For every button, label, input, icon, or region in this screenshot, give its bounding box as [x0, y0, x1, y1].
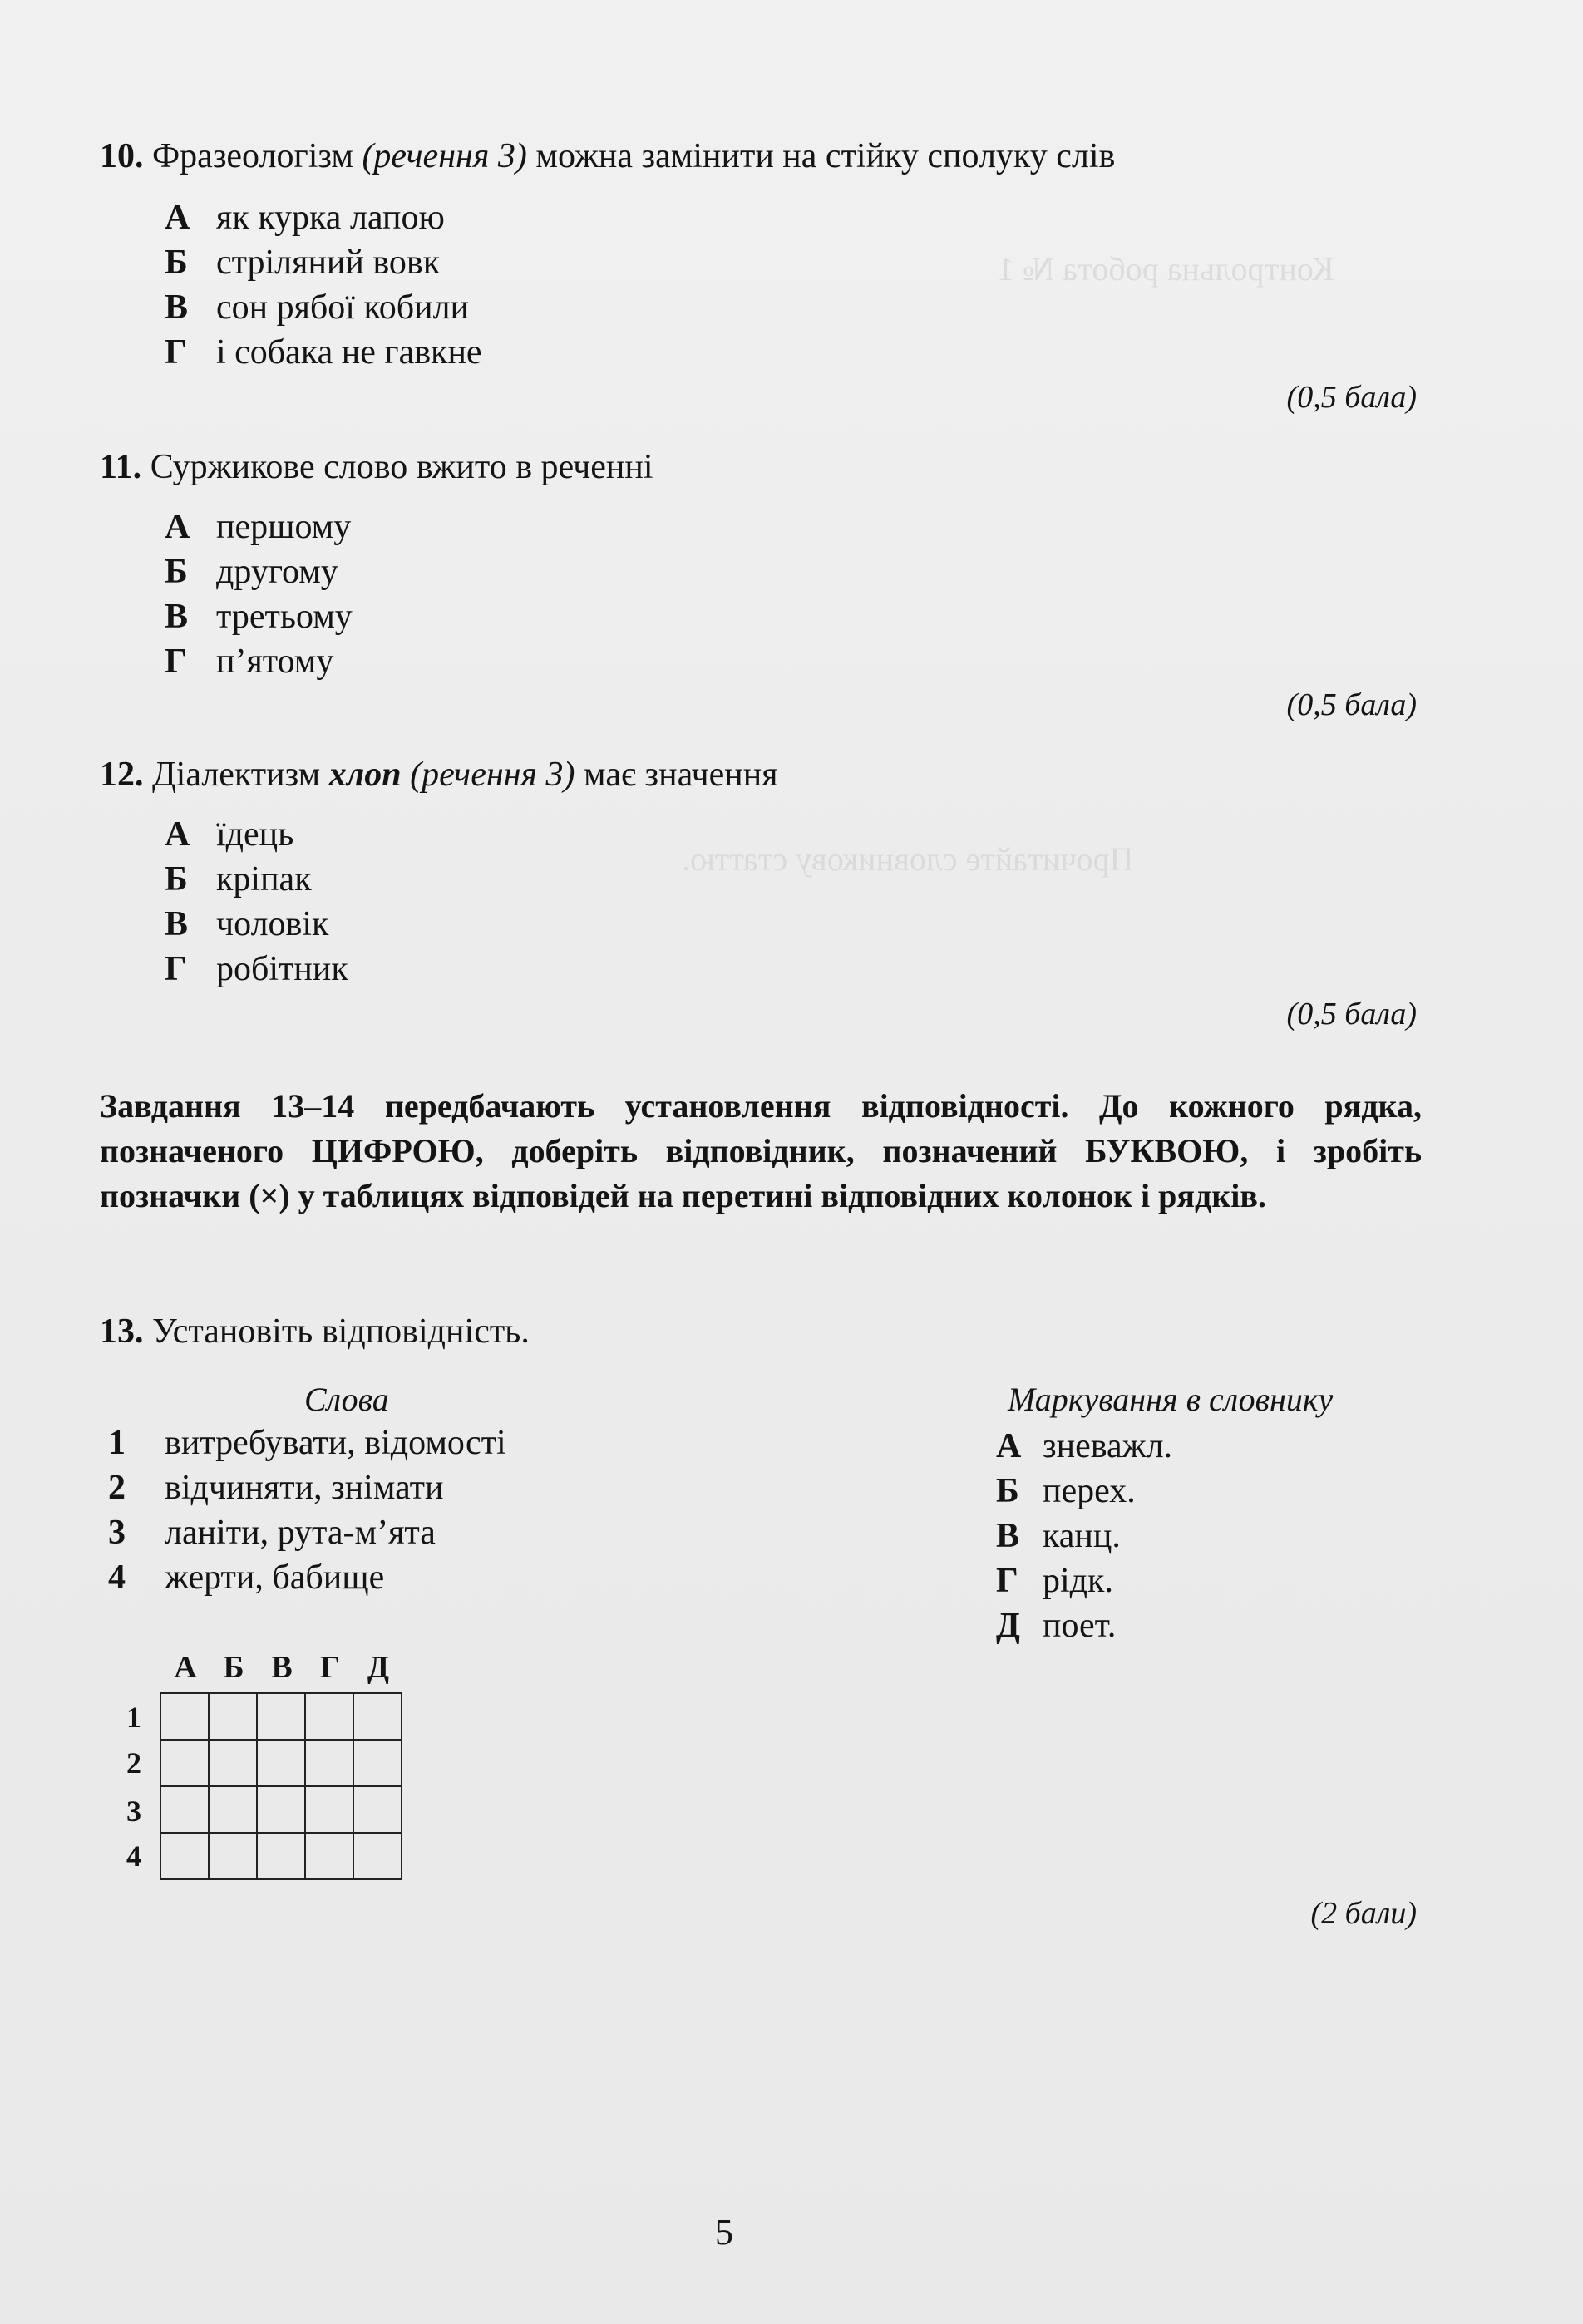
answer-cell[interactable]: [353, 1786, 402, 1833]
answer-cell[interactable]: [353, 1740, 402, 1786]
option-c: В сон рябої кобили: [165, 288, 470, 327]
answer-cell[interactable]: [257, 1833, 305, 1879]
answer-cell[interactable]: [160, 1740, 209, 1786]
answer-grid-column-letters: А Б В Г Д: [174, 1650, 390, 1685]
question-text: можна замінити на стійку сполуку слів: [526, 137, 1116, 175]
option-a: А першому: [165, 508, 352, 546]
match-right-item: Б перех.: [996, 1472, 1136, 1510]
option-c: В чоловік: [165, 905, 329, 943]
score: (0,5 бала): [1286, 997, 1417, 1032]
answer-cell[interactable]: [209, 1786, 257, 1833]
option-b: Б стріляний вовк: [165, 244, 441, 282]
question-text: Фразеологізм: [152, 137, 362, 175]
question-number: 10.: [100, 137, 144, 175]
instruction-block: Завдання 13–14 передбачають установлення відповідності. До кожного рядка, позначеного ЦИФРОЮ, доберіть відповідник, позначений БУКВОЮ, і зробіть позначки (×) у таблицях відповідей на перетині відповідних колонок і рядків.: [100, 1087, 1422, 1214]
question-number: 11.: [100, 448, 142, 486]
answer-cell[interactable]: [257, 1786, 305, 1833]
dialect-word: хлоп: [328, 756, 402, 794]
match-left-item: 2 відчиняти, знімати: [108, 1469, 444, 1507]
answer-cell[interactable]: [209, 1740, 257, 1786]
match-left-item: 1 витребувати, відомості: [108, 1424, 506, 1462]
option-b: Б другому: [165, 553, 338, 591]
answer-cell[interactable]: [160, 1693, 209, 1740]
question-text: Суржикове слово вжито в реченні: [150, 448, 653, 486]
right-column-header: Маркування в словнику: [1008, 1381, 1334, 1418]
answer-cell[interactable]: [257, 1740, 305, 1786]
answer-grid-row-number: 3: [126, 1795, 141, 1828]
answer-cell[interactable]: [257, 1693, 305, 1740]
answer-cell[interactable]: [209, 1693, 257, 1740]
question-text: Установіть відповідність.: [152, 1312, 530, 1351]
answer-cell[interactable]: [160, 1786, 209, 1833]
bleed-through-text: Контрольна робота № 1: [998, 250, 1334, 288]
option-a: А як курка лапою: [165, 199, 445, 237]
sentence-ref: (речення 3): [401, 756, 575, 794]
question-number: 13.: [100, 1312, 144, 1351]
match-left-item: 4 жерти, бабище: [108, 1558, 385, 1597]
left-column-header: Слова: [304, 1381, 389, 1418]
option-d: Г і собака не гавкне: [165, 333, 482, 372]
score: (2 бали): [1310, 1896, 1417, 1931]
question-12: [100, 753, 778, 796]
answer-grid-row-number: 2: [126, 1746, 141, 1780]
answer-cell[interactable]: [305, 1693, 353, 1740]
sentence-ref: (речення 3): [362, 137, 527, 175]
answer-cell[interactable]: [353, 1693, 402, 1740]
match-right-item: А зневажл.: [996, 1427, 1173, 1465]
bleed-through-text: Прочитайте словникову статтю.: [682, 840, 1134, 878]
answer-cell[interactable]: [305, 1833, 353, 1879]
answer-cell[interactable]: [160, 1833, 209, 1879]
option-b: Б кріпак: [165, 860, 312, 899]
answer-cell[interactable]: [305, 1786, 353, 1833]
answer-cell[interactable]: [353, 1833, 402, 1879]
question-text: має значення: [575, 756, 778, 794]
question-13: [100, 1310, 530, 1353]
option-c: В третьому: [165, 598, 353, 636]
question-10: [100, 135, 1115, 178]
match-right-item: Г рідк.: [996, 1562, 1113, 1600]
answer-grid-row-number: 1: [126, 1701, 141, 1734]
answer-grid: [160, 1692, 402, 1880]
match-right-item: Д поет.: [996, 1607, 1117, 1645]
match-left-item: 3 ланіти, рута-м’ята: [108, 1514, 436, 1552]
score: (0,5 бала): [1286, 380, 1417, 415]
option-d: Г робітник: [165, 950, 348, 988]
score: (0,5 бала): [1286, 687, 1417, 722]
answer-cell[interactable]: [305, 1740, 353, 1786]
question-number: 12.: [100, 756, 144, 794]
question-11: [100, 446, 653, 489]
question-text: Діалектизм: [152, 756, 329, 794]
match-right-item: В канц.: [996, 1517, 1121, 1555]
answer-cell[interactable]: [209, 1833, 257, 1879]
option-d: Г п’ятому: [165, 643, 334, 681]
page-number: 5: [715, 2212, 733, 2253]
answer-grid-row-number: 4: [126, 1839, 141, 1873]
option-a: А їдець: [165, 815, 294, 854]
